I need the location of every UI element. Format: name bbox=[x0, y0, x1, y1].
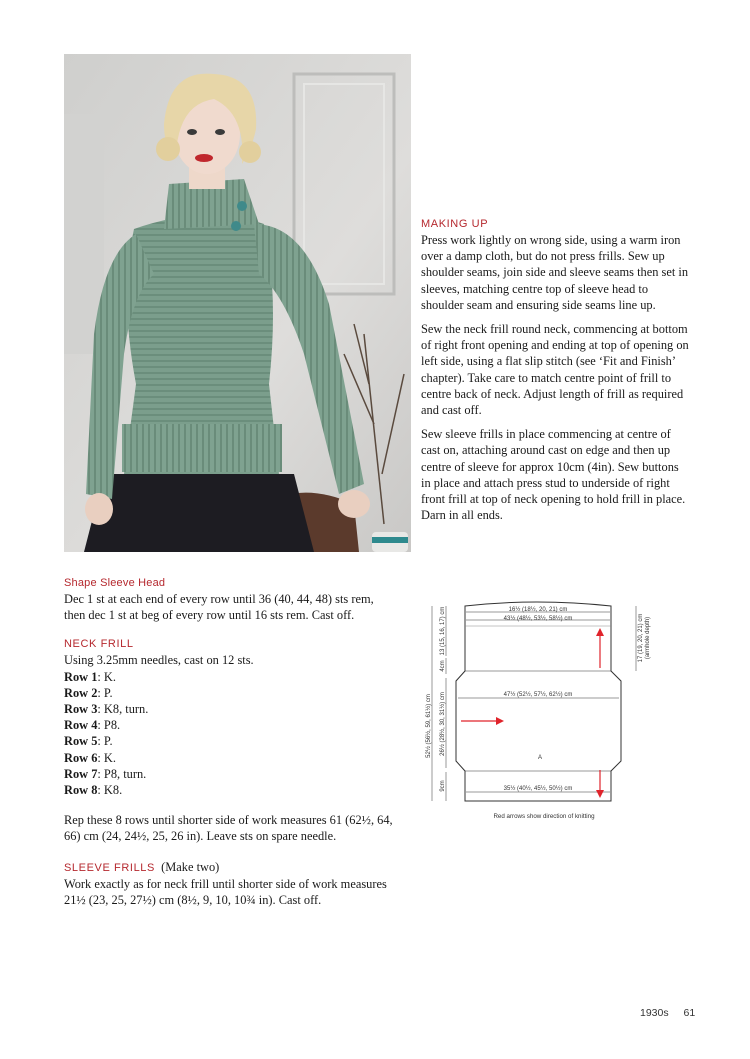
top-width-label: 16½ (18½, 20, 21) cm bbox=[508, 607, 568, 613]
neck-frill-heading: NECK FRILL bbox=[64, 638, 134, 651]
row-instruction bbox=[64, 782, 394, 798]
row-text: : P. bbox=[97, 734, 113, 749]
row-label: Row 3 bbox=[64, 702, 98, 717]
row-label: Row 2 bbox=[64, 685, 98, 700]
sleeve-frills-heading: SLEEVE FRILLS bbox=[64, 861, 155, 874]
row-instruction bbox=[64, 733, 394, 749]
shape-sleeve-head-text: Dec 1 st at each end of every row until 36 (40, 44, 48) sts rem, then dec 1 st at beg of every row until 16 sts rem. Cast off. bbox=[64, 592, 374, 623]
sleeve-frills-note: (Make two) bbox=[161, 859, 220, 874]
row-instruction bbox=[64, 766, 394, 782]
page-footer bbox=[640, 1007, 720, 1019]
shape-sleeve-head-heading: Shape Sleeve Head bbox=[64, 577, 166, 589]
middle-width-label: 47½ (52½, 57½, 62½) cm bbox=[503, 692, 573, 698]
making-up-section bbox=[421, 217, 691, 531]
sweater-schematic bbox=[416, 596, 656, 826]
row-text: : K8, turn. bbox=[97, 702, 149, 717]
row-instruction bbox=[64, 685, 394, 701]
making-up-paragraph-1: Press work lightly on wrong side, using a warm iron over a damp cloth, but do not press frills. Sew up shoulder seams, join side and sleeve seams then set in sleeves, matching centre top of sleeve head to shoulder seam and ensuring side seams line up. bbox=[421, 233, 689, 312]
shoulder-depth-label: 4cm bbox=[440, 660, 446, 672]
row-text: : P. bbox=[97, 685, 113, 700]
photo-illustration bbox=[64, 54, 411, 552]
armhole-depth-label: 17 (19, 20, 21) cm bbox=[638, 613, 644, 663]
page-number: 61 bbox=[683, 1007, 696, 1019]
neck-frill-intro: Using 3.25mm needles, cast on 12 sts. bbox=[64, 653, 254, 668]
neck-frill-outro: Rep these 8 rows until shorter side of work measures 61 (62½, 64, 66) cm (24, 24½, 25, 26 in). Leave sts on spare needle. bbox=[64, 813, 393, 844]
making-up-heading: MAKING UP bbox=[421, 218, 489, 230]
sleeve-frills-text: Work exactly as for neck frill until shorter side of work measures 21½ (23, 25, 27½) cm (8½, 9, 10, 10¾ in). Cast off. bbox=[64, 876, 387, 907]
row-label: Row 5 bbox=[64, 734, 98, 749]
making-up-paragraph-2: Sew the neck frill round neck, commencing at bottom of right front opening and ending at top of opening on left side, using a flat slip stitch (see ‘Fit and Finish’ chapter). Take care to match centre point of frill to centre back of neck. Adjust length of frill as required and cast off. bbox=[421, 322, 689, 418]
row-instruction bbox=[64, 750, 394, 766]
yoke-depth-label: 13 (15, 16, 17) cm bbox=[440, 606, 446, 656]
row-label: Row 1 bbox=[64, 669, 98, 684]
pattern-instructions bbox=[64, 576, 394, 908]
row-label: Row 6 bbox=[64, 750, 98, 765]
sleeve-frills-title bbox=[64, 859, 394, 876]
row-text: : K. bbox=[97, 669, 116, 684]
row-text: : P8, turn. bbox=[97, 766, 147, 781]
diagram-caption: Red arrows show direction of knitting bbox=[493, 813, 595, 820]
pattern-photo bbox=[64, 54, 411, 552]
row-label: Row 7 bbox=[64, 766, 98, 781]
body-depth-label: 26½ (28½, 30, 31½) cm bbox=[440, 692, 446, 756]
schematic-drawing bbox=[416, 596, 656, 826]
row-label: Row 4 bbox=[64, 718, 98, 733]
armhole-note-label: (armhole depth) bbox=[645, 616, 651, 660]
row-text: : K8. bbox=[97, 783, 123, 798]
row-text: : P8. bbox=[97, 718, 121, 733]
upper-width-label: 43½ (48½, 53½, 58½) cm bbox=[503, 616, 573, 622]
row-text: : K. bbox=[97, 750, 116, 765]
section-name: 1930s bbox=[640, 1007, 669, 1019]
piece-label: A bbox=[537, 755, 543, 761]
row-label: Row 8 bbox=[64, 783, 98, 798]
total-length-label: 52½ (56½, 59, 61½) cm bbox=[426, 694, 432, 758]
row-instruction bbox=[64, 701, 394, 717]
making-up-paragraph-3: Sew sleeve frills in place commencing at centre of cast on, attaching around cast on edge and then up centre of sleeve for approx 10cm (4in). Sew buttons in place and attach press stud to underside of right front frill at top of neck opening to hold frill in place. Darn in all ends. bbox=[421, 427, 686, 523]
row-instruction bbox=[64, 717, 394, 733]
bottom-width-label: 35½ (40½, 45½, 50½) cm bbox=[503, 786, 573, 792]
rib-depth-label: 9cm bbox=[440, 780, 446, 792]
row-instruction bbox=[64, 669, 394, 685]
